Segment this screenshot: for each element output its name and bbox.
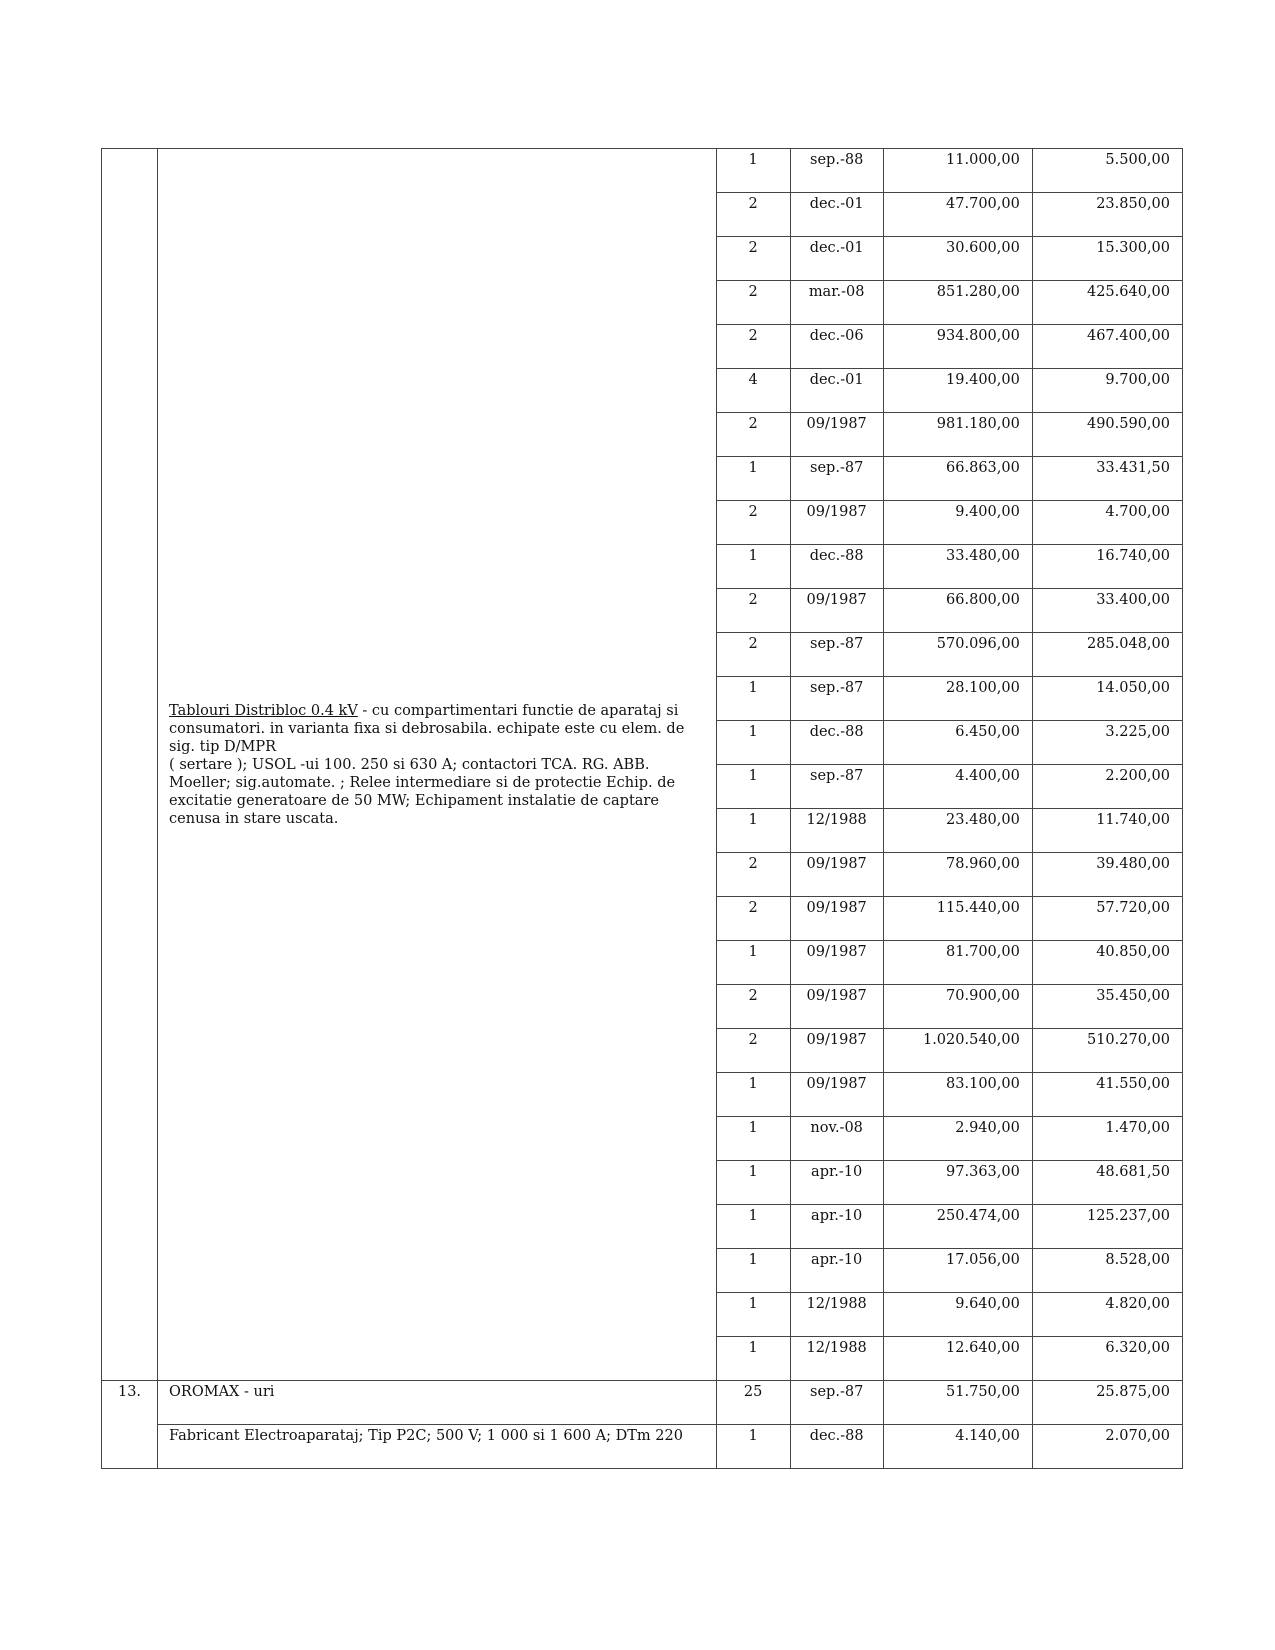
value-cell: 12.640,00 (883, 1337, 1032, 1381)
quantity-cell: 1 (716, 545, 790, 589)
net-value-cell: 125.237,00 (1032, 1205, 1182, 1249)
value-cell: 66.800,00 (883, 589, 1032, 633)
value-cell: 4.140,00 (883, 1425, 1032, 1469)
table-body (102, 149, 1183, 1469)
net-value-cell: 16.740,00 (1032, 545, 1182, 589)
value-cell: 4.400,00 (883, 765, 1032, 809)
value-cell: 30.600,00 (883, 237, 1032, 281)
date-cell: 09/1987 (790, 501, 883, 545)
inventory-table (101, 148, 1183, 1469)
net-value-cell: 4.700,00 (1032, 501, 1182, 545)
quantity-cell: 2 (716, 897, 790, 941)
net-value-cell: 9.700,00 (1032, 369, 1182, 413)
net-value-cell: 35.450,00 (1032, 985, 1182, 1029)
net-value-cell: 23.850,00 (1032, 193, 1182, 237)
quantity-cell: 1 (716, 1073, 790, 1117)
quantity-cell: 1 (716, 457, 790, 501)
date-cell: dec.-01 (790, 369, 883, 413)
net-value-cell: 2.070,00 (1032, 1425, 1182, 1469)
quantity-cell: 2 (716, 325, 790, 369)
quantity-cell: 1 (716, 765, 790, 809)
date-cell: mar.-08 (790, 281, 883, 325)
value-cell: 11.000,00 (883, 149, 1032, 193)
date-cell: apr.-10 (790, 1205, 883, 1249)
item-description-cell (158, 149, 717, 1381)
item-number-cell: 13. (102, 1381, 158, 1469)
date-cell: 09/1987 (790, 941, 883, 985)
date-cell: 09/1987 (790, 1029, 883, 1073)
net-value-cell: 41.550,00 (1032, 1073, 1182, 1117)
quantity-cell: 1 (716, 1117, 790, 1161)
value-cell: 851.280,00 (883, 281, 1032, 325)
table-row (102, 1381, 1183, 1425)
net-value-cell: 285.048,00 (1032, 633, 1182, 677)
net-value-cell: 3.225,00 (1032, 721, 1182, 765)
value-cell: 51.750,00 (883, 1381, 1032, 1425)
date-cell: dec.-88 (790, 721, 883, 765)
quantity-cell: 1 (716, 1425, 790, 1469)
value-cell: 47.700,00 (883, 193, 1032, 237)
date-cell: sep.-87 (790, 457, 883, 501)
quantity-cell: 2 (716, 413, 790, 457)
value-cell: 9.400,00 (883, 501, 1032, 545)
date-cell: 12/1988 (790, 1337, 883, 1381)
date-cell: 09/1987 (790, 413, 883, 457)
net-value-cell: 33.400,00 (1032, 589, 1182, 633)
value-cell: 83.100,00 (883, 1073, 1032, 1117)
quantity-cell: 2 (716, 281, 790, 325)
net-value-cell: 57.720,00 (1032, 897, 1182, 941)
date-cell: 09/1987 (790, 985, 883, 1029)
quantity-cell: 2 (716, 501, 790, 545)
value-cell: 250.474,00 (883, 1205, 1032, 1249)
value-cell: 981.180,00 (883, 413, 1032, 457)
net-value-cell: 6.320,00 (1032, 1337, 1182, 1381)
value-cell: 115.440,00 (883, 897, 1032, 941)
net-value-cell: 25.875,00 (1032, 1381, 1182, 1425)
quantity-cell: 1 (716, 677, 790, 721)
date-cell: sep.-87 (790, 677, 883, 721)
value-cell: 17.056,00 (883, 1249, 1032, 1293)
item-number-cell (102, 149, 158, 1381)
value-cell: 934.800,00 (883, 325, 1032, 369)
net-value-cell: 1.470,00 (1032, 1117, 1182, 1161)
net-value-cell: 33.431,50 (1032, 457, 1182, 501)
value-cell: 2.940,00 (883, 1117, 1032, 1161)
quantity-cell: 2 (716, 985, 790, 1029)
date-cell: sep.-87 (790, 1381, 883, 1425)
value-cell: 66.863,00 (883, 457, 1032, 501)
value-cell: 28.100,00 (883, 677, 1032, 721)
date-cell: 12/1988 (790, 809, 883, 853)
net-value-cell: 48.681,50 (1032, 1161, 1182, 1205)
value-cell: 33.480,00 (883, 545, 1032, 589)
date-cell: dec.-01 (790, 193, 883, 237)
quantity-cell: 1 (716, 1293, 790, 1337)
date-cell: dec.-06 (790, 325, 883, 369)
quantity-cell: 1 (716, 1205, 790, 1249)
date-cell: 09/1987 (790, 589, 883, 633)
value-cell: 1.020.540,00 (883, 1029, 1032, 1073)
net-value-cell: 8.528,00 (1032, 1249, 1182, 1293)
net-value-cell: 510.270,00 (1032, 1029, 1182, 1073)
value-cell: 81.700,00 (883, 941, 1032, 985)
date-cell: apr.-10 (790, 1161, 883, 1205)
quantity-cell: 1 (716, 1249, 790, 1293)
date-cell: sep.-87 (790, 633, 883, 677)
net-value-cell: 14.050,00 (1032, 677, 1182, 721)
date-cell: dec.-88 (790, 1425, 883, 1469)
value-cell: 78.960,00 (883, 853, 1032, 897)
value-cell: 6.450,00 (883, 721, 1032, 765)
value-cell: 23.480,00 (883, 809, 1032, 853)
quantity-cell: 1 (716, 721, 790, 765)
table-row (102, 149, 1183, 193)
quantity-cell: 2 (716, 853, 790, 897)
value-cell: 19.400,00 (883, 369, 1032, 413)
quantity-cell: 25 (716, 1381, 790, 1425)
net-value-cell: 490.590,00 (1032, 413, 1182, 457)
quantity-cell: 2 (716, 237, 790, 281)
quantity-cell: 2 (716, 193, 790, 237)
net-value-cell: 11.740,00 (1032, 809, 1182, 853)
item-description-title: Tablouri Distribloc 0.4 kV (169, 702, 358, 719)
net-value-cell: 4.820,00 (1032, 1293, 1182, 1337)
date-cell: dec.-01 (790, 237, 883, 281)
net-value-cell: 425.640,00 (1032, 281, 1182, 325)
date-cell: dec.-88 (790, 545, 883, 589)
quantity-cell: 2 (716, 589, 790, 633)
item-description-cell: Fabricant Electroaparataj; Tip P2C; 500 V; 1 000 si 1 600 A; DTm 220 (158, 1425, 717, 1469)
quantity-cell: 1 (716, 941, 790, 985)
date-cell: nov.-08 (790, 1117, 883, 1161)
date-cell: sep.-87 (790, 765, 883, 809)
date-cell: 09/1987 (790, 853, 883, 897)
table-row (102, 1425, 1183, 1469)
net-value-cell: 40.850,00 (1032, 941, 1182, 985)
value-cell: 97.363,00 (883, 1161, 1032, 1205)
date-cell: 12/1988 (790, 1293, 883, 1337)
quantity-cell: 1 (716, 1161, 790, 1205)
date-cell: apr.-10 (790, 1249, 883, 1293)
quantity-cell: 1 (716, 809, 790, 853)
value-cell: 570.096,00 (883, 633, 1032, 677)
quantity-cell: 2 (716, 1029, 790, 1073)
net-value-cell: 39.480,00 (1032, 853, 1182, 897)
date-cell: 09/1987 (790, 1073, 883, 1117)
net-value-cell: 5.500,00 (1032, 149, 1182, 193)
date-cell: sep.-88 (790, 149, 883, 193)
quantity-cell: 1 (716, 1337, 790, 1381)
value-cell: 9.640,00 (883, 1293, 1032, 1337)
quantity-cell: 4 (716, 369, 790, 413)
net-value-cell: 15.300,00 (1032, 237, 1182, 281)
item-description-cell: OROMAX - uri (158, 1381, 717, 1425)
date-cell: 09/1987 (790, 897, 883, 941)
quantity-cell: 2 (716, 633, 790, 677)
value-cell: 70.900,00 (883, 985, 1032, 1029)
item-description-text: - cu compartimentari functie de aparataj si consumatori. in varianta fixa si debrosabila. echipate este cu elem. de sig. tip D/MPR ( sertare ); USOL -ui 100. 250 si 630 A; contactori TCA. RG. ABB. Moeller; sig.automate. ; Relee intermediare si de protectie Echip. de excitatie generatoare de 50 MW; Echipament instalatie de captare cenusa in stare uscata. (169, 702, 685, 827)
quantity-cell: 1 (716, 149, 790, 193)
net-value-cell: 2.200,00 (1032, 765, 1182, 809)
net-value-cell: 467.400,00 (1032, 325, 1182, 369)
